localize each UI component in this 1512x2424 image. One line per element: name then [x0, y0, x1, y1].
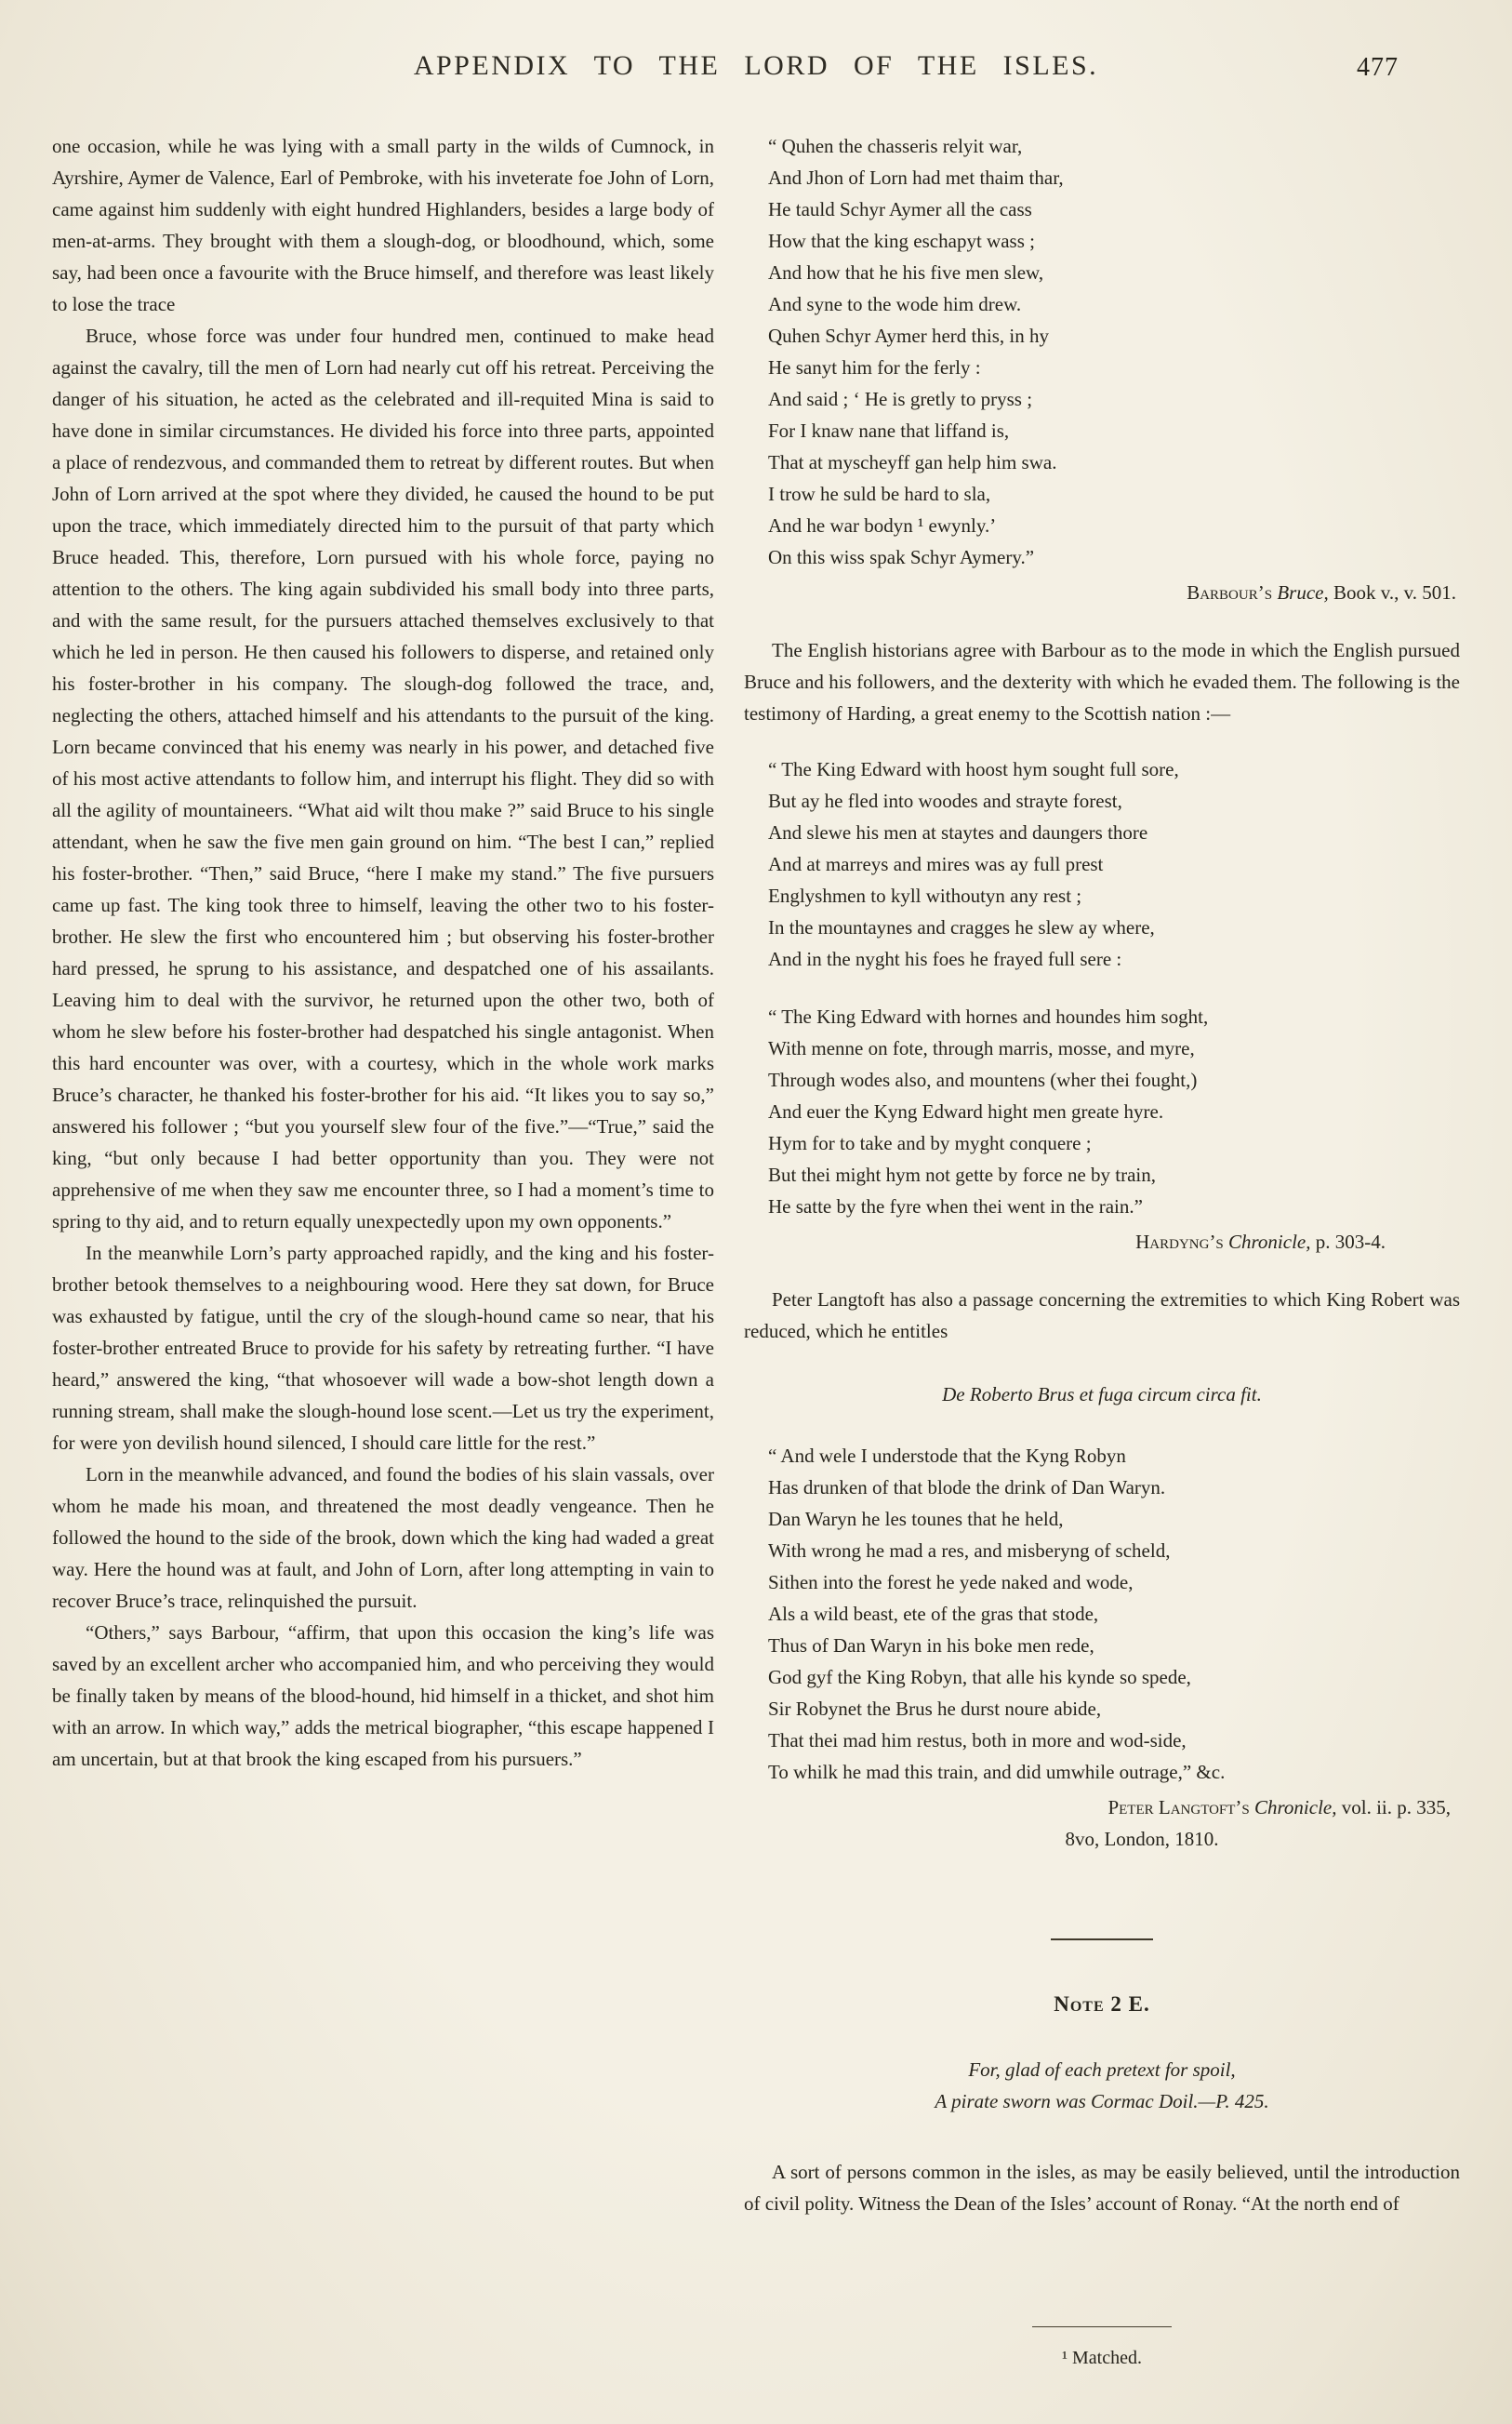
- verse-line: Has drunken of that blode the drink of Dan Waryn.: [768, 1476, 1166, 1498]
- verse-line: He satte by the fyre when thei went in the rain.”: [768, 1195, 1143, 1218]
- page-header: [52, 50, 1460, 110]
- prose-paragraph: Lorn in the meanwhile advanced, and found the bodies of his slain vassals, over whom he made his moan, and threatened the most deadly vengeance. Then he followed the hound to the side of the brook, down which the king had waded a great way. Here the hound was at fault, and John of Lorn, after long attempting in vain to recover Bruce’s trace, relinquished the pursuit.: [52, 1463, 714, 1612]
- verse-line: Als a wild beast, ete of the gras that stode,: [768, 1603, 1099, 1625]
- motto-line: For, glad of each pretext for spoil,: [968, 2058, 1236, 2081]
- footnote-divider: [1032, 2326, 1172, 2327]
- two-column-layout: [52, 130, 1460, 2381]
- verse-line: And how that he his five men slew,: [768, 261, 1044, 284]
- attribution-ref: Book v., v. 501.: [1333, 581, 1456, 604]
- verse-line: With menne on fote, through marris, mosse, and myre,: [768, 1037, 1195, 1059]
- verse-line: And slewe his men at staytes and daungers thore: [768, 821, 1148, 844]
- verse-line: That at myscheyff gan help him swa.: [768, 451, 1057, 473]
- verse-lines: [768, 130, 1460, 573]
- attribution-ref: p. 303-4.: [1315, 1231, 1386, 1253]
- verse-line: To whilk he mad this train, and did umwhile outrage,” &c.: [768, 1761, 1226, 1783]
- attribution-author: Barbour’s: [1187, 581, 1273, 604]
- verse-lines: [768, 1440, 1460, 1788]
- verse-line: “ Quhen the chasseris relyit war,: [768, 135, 1023, 157]
- verse-line: And said ; ‘ He is gretly to pryss ;: [768, 388, 1033, 410]
- verse-line: Sir Robynet the Brus he durst noure abide,: [768, 1698, 1102, 1720]
- verse-block-langtoft: [768, 1440, 1460, 1855]
- prose-paragraph: The English historians agree with Barbour as to the mode in which the English pursued Bruce and his followers, and the dexterity with which he evaded them. The following is the testimony of Harding, a great enemy to the Scottish nation :—: [744, 639, 1460, 725]
- note-motto: [744, 2054, 1460, 2117]
- verse-line: Quhen Schyr Aymer herd this, in hy: [768, 325, 1049, 347]
- verse-line: Englyshmen to kyll withoutyn any rest ;: [768, 885, 1082, 907]
- left-column: [52, 130, 714, 2381]
- verse-line: Hym for to take and by myght conquere ;: [768, 1132, 1092, 1154]
- attribution-work: Bruce,: [1277, 581, 1329, 604]
- prose-paragraph: A sort of persons common in the isles, as may be easily believed, until the introduction of civil polity. Witness the Dean of the Isles’ account of Ronay. “At the north end of: [744, 2161, 1460, 2215]
- verse-line: And in the nyght his foes he frayed full sere :: [768, 948, 1122, 970]
- note-heading: Note 2 E.: [1054, 1992, 1150, 2016]
- page-number: 477: [1357, 53, 1399, 82]
- section-divider: [1051, 1938, 1153, 1940]
- verse-line: On this wiss spak Schyr Aymery.”: [768, 546, 1035, 568]
- attribution-imprint: 8vo, London, 1810.: [1065, 1828, 1219, 1850]
- prose-paragraph: “Others,” says Barbour, “affirm, that upon this occasion the king’s life was saved by an excellent archer who accompanied him, and who perceiving they would be finally taken by means of the blood-hound, hid himself in a thicket, and shot him with an arrow. In which way,” adds the metrical biographer, “this escape happened I am uncertain, but at that brook the king escaped from his pursuers.”: [52, 1621, 714, 1770]
- prose-paragraph: Bruce, whose force was under four hundred men, continued to make head against the cavalry, till the men of Lorn had nearly cut off his retreat. Perceiving the danger of his situation, he acted as the celebrated and ill-requited Mina is said to have done in similar circumstances. He divided his force into three parts, appointed a place of rendezvous, and commanded them to retreat by different routes. But when John of Lorn arrived at the spot where they divided, he caused the hound to be put upon the trace, which immediately directed him to the pursuit of that party which Bruce headed. This, therefore, Lorn pursued with his whole force, paying no attention to the others. The king again subdivided his small body into three parts, and with the same result, for the pursuers attached themselves exclusively to that which he led in person. He then caused his followers to disperse, and retained only his foster-brother in his company. The slough-dog followed the trace, and, neglecting the others, attached himself and his attendants to the pursuit of the king. Lorn became convinced that his enemy was nearly in his power, and detached five of his most active attendants to follow him, and interrupt his flight. They did so with all the agility of mountaineers. “What aid wilt thou make ?” said Bruce to his single attendant, when he saw the five men gain ground on him. “The best I can,” replied his foster-brother. “Then,” said Bruce, “here I make my stand.” The five pursuers came up fast. The king took three to himself, leaving the other two to his foster-brother. He slew the first who encountered him ; but observing his foster-brother hard pressed, he sprung to his assistance, and despatched one of his assailants. Leaving him to deal with the survivor, he returned upon the other two, both of whom he slew before his foster-brother had despatched his single antagonist. When this hard encounter was over, with a courtesy, which in the whole work marks Bruce’s character, he thanked his foster-brother for his aid. “It likes you to say so,” answered his follower ; “but you yourself slew four of the five.”—“True,” said the king, “but only because I had better opportunity than you. They were not apprehensive of me when they saw me encounter three, so I had a moment’s time to spring to thy aid, and to return equally unexpectedly upon my own opponents.”: [52, 325, 714, 1232]
- verse-line: And he war bodyn ¹ ewynly.’: [768, 514, 997, 537]
- prose-paragraph: In the meanwhile Lorn’s party approached rapidly, and the king and his foster-brother betook themselves to a neighbouring wood. Here they sat down, for Bruce was exhausted by fatigue, until the cry of the slough-hound came so near, that his foster-brother entreated Bruce to provide for his safety by retreating further. “I have heard,” answered the king, “that whosoever will wade a bow-shot length down a running stream, shall make the slough-hound lose scent.—Let us try the experiment, for were yon devilish hound silenced, I should care little for the rest.”: [52, 1242, 714, 1454]
- verse-line: God gyf the King Robyn, that alle his kynde so spede,: [768, 1666, 1191, 1688]
- verse-line: “ The King Edward with hoost hym sought full sore,: [768, 758, 1179, 780]
- attribution-hardyng: [768, 1226, 1460, 1258]
- verse-line: “ The King Edward with hornes and houndes him soght,: [768, 1006, 1209, 1028]
- verse-line: For I knaw nane that liffand is,: [768, 420, 1010, 442]
- verse-line: That thei mad him restus, both in more and wod-side,: [768, 1729, 1187, 1751]
- verse-line: Dan Waryn he les tounes that he held,: [768, 1508, 1064, 1530]
- right-column: [744, 130, 1460, 2381]
- attribution-ref: vol. ii. p. 335,: [1341, 1796, 1451, 1818]
- verse-line: Through wodes also, and mountens (wher thei fought,): [768, 1069, 1198, 1091]
- verse-lines: [768, 1001, 1460, 1222]
- attribution-langtoft: [768, 1791, 1460, 1823]
- verse-lines: [768, 753, 1460, 975]
- verse-block-harding-2: [768, 1001, 1460, 1258]
- motto-line: A pirate sworn was Cormac Doil.—P. 425.: [935, 2090, 1269, 2112]
- attribution-work: Chronicle,: [1228, 1231, 1311, 1253]
- verse-line: But ay he fled into woodes and strayte forest,: [768, 790, 1122, 812]
- verse-block-barbour: [768, 130, 1460, 608]
- verse-line: In the mountaynes and cragges he slew ay where,: [768, 916, 1155, 939]
- verse-block-harding-1: [768, 753, 1460, 975]
- attribution-work: Chronicle,: [1254, 1796, 1337, 1818]
- prose-paragraph: Peter Langtoft has also a passage concerning the extremities to which King Robert was reduced, which he entitles: [744, 1288, 1460, 1342]
- verse-line: With wrong he mad a res, and misberyng of scheld,: [768, 1539, 1171, 1562]
- verse-line: Thus of Dan Waryn in his boke men rede,: [768, 1634, 1094, 1657]
- verse-line: And Jhon of Lorn had met thaim thar,: [768, 166, 1064, 189]
- latin-title: De Roberto Brus et fuga circum circa fit.: [942, 1383, 1262, 1405]
- verse-line: “ And wele I understode that the Kyng Robyn: [768, 1445, 1126, 1467]
- running-head: APPENDIX TO THE LORD OF THE ISLES.: [413, 50, 1099, 81]
- attribution-author: Peter Langtoft’s: [1107, 1796, 1250, 1818]
- verse-line: And syne to the wode him drew.: [768, 293, 1022, 315]
- verse-line: I trow he suld be hard to sla,: [768, 483, 991, 505]
- footnote-block: [744, 2326, 1460, 2381]
- verse-line: He sanyt him for the ferly :: [768, 356, 981, 379]
- verse-line: And euer the Kyng Edward hight men greate hyre.: [768, 1100, 1164, 1123]
- footnote-text: ¹ Matched.: [1062, 2348, 1142, 2368]
- verse-line: But thei might hym not gette by force ne by train,: [768, 1164, 1156, 1186]
- verse-line: And at marreys and mires was ay full prest: [768, 853, 1104, 875]
- verse-line: He tauld Schyr Aymer all the cass: [768, 198, 1032, 220]
- verse-line: How that the king eschapyt wass ;: [768, 230, 1035, 252]
- attribution-author: Hardyng’s: [1135, 1231, 1224, 1253]
- verse-line: Sithen into the forest he yede naked and wode,: [768, 1571, 1134, 1593]
- prose-paragraph: one occasion, while he was lying with a small party in the wilds of Cumnock, in Ayrshire, Aymer de Valence, Earl of Pembroke, with his inveterate foe John of Lorn, came against him suddenly with eight hundred Highlanders, besides a large body of men-at-arms. They brought with them a slough-dog, or bloodhound, which, some say, had been once a favourite with the Bruce himself, and therefore was least likely to lose the trace: [52, 135, 714, 315]
- attribution-barbour: [768, 577, 1460, 608]
